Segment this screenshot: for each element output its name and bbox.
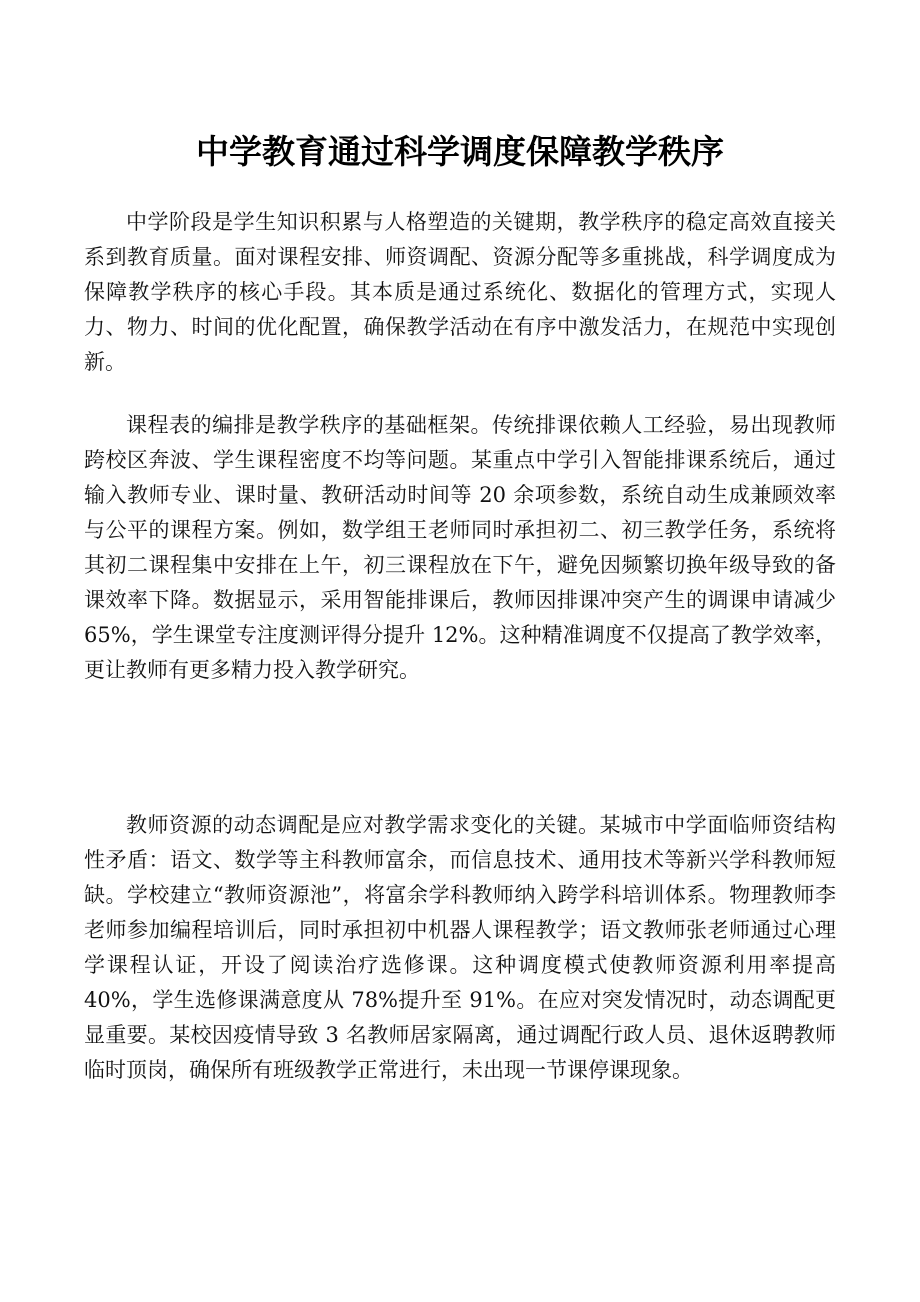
document-title: 中学教育通过科学调度保障教学秩序 xyxy=(196,132,724,171)
paragraph-text: 教师资源的动态调配是应对教学需求变化的关键。某城市中学面临师资结构性矛盾：语文、数学等主科教师富余，而信息技术、通用技术等新兴学科教师短缺。学校建立“教师资源池”，将富余学科教师纳入跨学科培训体系。物理教师李老师参加编程培训后，同时承担初中机器人课程教学；语文教师张老师通过心理学课程认证，开设了阅读治疗选修课。这种调度模式使教师资源利用率提高 40%，学生选修课满意度从 78%提升至 91%。在应对突发情况时，动态调配更显重要。某校因疫情导致 3 名教师居家隔离，通过调配行政人员、退休返聘教师临时顶岗，确保所有班级教学正常进行，未出现一节课停课现象。 xyxy=(84,813,836,1082)
paragraph-text: 中学阶段是学生知识积累与人格塑造的关键期，教学秩序的稳定高效直接关系到教育质量。面对课程安排、师资调配、资源分配等多重挑战，科学调度成为保障教学秩序的核心手段。其本质是通过系统化、数据化的管理方式，实现人力、物力、时间的优化配置，确保教学活动在有序中激发活力，在规范中实现创新。 xyxy=(84,210,836,374)
paragraph-teacher-allocation xyxy=(84,808,836,1088)
paragraph-intro xyxy=(84,205,836,380)
paragraph-text: 课程表的编排是教学秩序的基础框架。传统排课依赖人工经验，易出现教师跨校区奔波、学生课程密度不均等问题。某重点中学引入智能排课系统后，通过输入教师专业、课时量、教研活动时间等 20 余项参数，系统自动生成兼顾效率与公平的课程方案。例如，数学组王老师同时承担初二、初三教学任务，系统将其初二课程集中安排在上午，初三课程放在下午，避免因频繁切换年级导致的备课效率下降。数据显示，采用智能排课后，教师因排课冲突产生的调课申请减少 65%，学生课堂专注度测评得分提升 12%。这种精准调度不仅提高了教学效率，更让教师有更多精力投入教学研究。 xyxy=(84,413,836,682)
paragraph-scheduling xyxy=(84,408,836,688)
